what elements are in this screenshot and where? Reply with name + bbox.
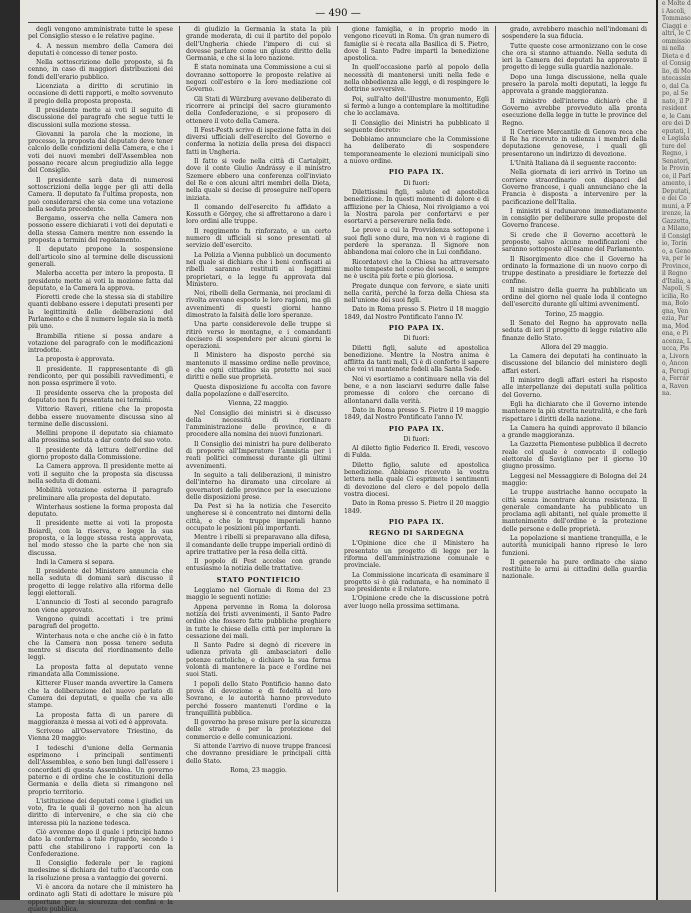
article-paragraph: La popolazione si mantiene tranquilla, e le autorità municipali hanno ripreso le loro funzioni. bbox=[502, 535, 647, 557]
section-heading: PIO PAPA IX. bbox=[388, 424, 445, 433]
article-paragraph: La proposta è approvata. bbox=[36, 356, 115, 364]
article-paragraph: Ciò avvenne dopo il quale i principi hanno dato la conferma a tale riguardo, secondo i patti che stabilirono i rapporti con la Confederazione. bbox=[28, 828, 173, 858]
article-paragraph: L'Opinione dice che il Ministero ha presentato un progetto di legge per la riforma dell'amministrazione comunale e provinciale. bbox=[344, 540, 489, 570]
article-paragraph: Nella sottoscrizione delle proposte, si fa cenno, in caso di maggiori distribuzioni dei fondi dell'erario pubblico. bbox=[28, 59, 173, 81]
article-paragraph: Vittorio Raveri, ritiene che la proposta debba essere nuovamente discussa sino al termine delle discussioni. bbox=[28, 406, 173, 428]
article-paragraph: Una parte considerevole delle truppe si ritirò verso le montagne, e i comandanti decisero di sospendere per alcuni giorni le operazioni. bbox=[186, 321, 331, 351]
column-rule bbox=[495, 26, 496, 892]
article-paragraph: Il popolo di Pest accolse con grande entusiasmo la notizia delle trattative. bbox=[186, 558, 331, 573]
article-paragraph: Il Ministero ha disposto perché sia mantenuto il massimo ordine nelle province, e che ogni cittadino sia protetto nei suoi diritti e nelle sue proprietà. bbox=[186, 352, 331, 382]
article-paragraph: Il Consiglio dei Ministri ha pubblicato il seguente decreto: bbox=[344, 119, 489, 134]
article-paragraph: Il presidente del Ministero annuncia che nella seduta di domani sarà discusso il progetto di legge relativo alla riforma delle leggi elettorali. bbox=[28, 568, 173, 598]
article-paragraph: Nella giornata di ieri arrivò in Torino un corriere straordinario con dispacci del Governo francese, i quali annunciano che la Francia è disposta a intervenire per la pacificazione dell'Italia. bbox=[502, 169, 647, 206]
article-paragraph: La proposta fatta di un parere di maggioranza è messa ai voti ed è approvata. bbox=[28, 711, 173, 726]
article-paragraph: I ministri si radunarono immediatamente in consiglio per deliberare sulle proposte del Governo francese. bbox=[502, 207, 647, 230]
article-paragraph: Le truppe austriache hanno occupato la città senza incontrare alcuna resistenza. Il generale comandante ha pubblicato un proclama agli abitanti, nel quale promette il mantenimento dell'ordine e la protezione delle persone e delle proprietà. bbox=[502, 489, 647, 533]
article-paragraph: La Camera ha quindi approvato il bilancio a grande maggioranza. bbox=[502, 424, 647, 440]
article-paragraph: Mentre i ribelli si preparavano alla difesa, il comandante delle truppe imperiali ordinò di aprire trattative per la resa della città. bbox=[186, 534, 331, 556]
article-paragraph: Egli ha dichiarato che il Governo intende mantenere la più stretta neutralità, e che farà rispettare i diritti della nazione. bbox=[502, 400, 647, 423]
article-paragraph: grado, avrebbero maschio nell'indomani di sospendere la sua fiducia. bbox=[502, 26, 647, 41]
article-paragraph: In seguito a tali deliberazioni, il ministro dell'interno ha diramato una circolare ai governatori delle province per la esecuzione delle disposizioni prese. bbox=[186, 471, 331, 501]
column-3 bbox=[344, 26, 489, 894]
article-paragraph: Al diletto figlio Federico Il. Eredi, vescovo di Fulda. bbox=[344, 445, 489, 460]
article-paragraph: Kitterer Fiuser manda avvertire la Camera che la deliberazione del nuovo parlato di Camera dei deputati, e quella che va alle stampe. bbox=[28, 680, 173, 710]
article-paragraph: Il Fest-Pesth scrive di ispezione fatta in dei diversi ufficiali dell'esercito del Governo e conferma la notizia della presa dei dispacci fatti in Ungheria. bbox=[186, 126, 331, 156]
article-paragraph: Tutte queste cose armonizzano con le cose che ora si stanno attuando. Nella seduta di ieri la Camera dei deputati ha approvato il progetto di legge sulla guardia nazionale. bbox=[502, 42, 647, 72]
article-paragraph: Il Consiglio dei ministri ha pure deliberato di proporre all'Imperatore l'amnistia per i reati politici commessi durante gli ultimi avvenimenti. bbox=[186, 440, 331, 470]
article-paragraph: Noi, ribelli della Germania, nei proclami di rivolta avevano esposto le loro ragioni, ma gli avvenimenti di questi giorni hanno dimostrato la falsità delle loro speranze. bbox=[186, 290, 331, 319]
article-paragraph: Bergamo, osserva che nella Camera non possono essere dichiarati i voti dei deputati e della stessa Camera mentre non essendo la proposta a termini del regolamento. bbox=[28, 215, 173, 245]
article-paragraph: Il reggimento fu rinforzato, e un certo numero di ufficiali si sono presentati al servizio dell'esercito. bbox=[186, 227, 331, 250]
article-paragraph: Mellini propone il deputato sia chiamato alla prossima seduta a dar conto del suo voto. bbox=[28, 430, 173, 445]
article-paragraph: Torino, 25 maggio. bbox=[545, 310, 604, 318]
article-paragraph: Pregate dunque con fervore, e siate uniti nella carità, perché la forza della Chiesa sta nell'unione dei suoi figli. bbox=[344, 282, 489, 305]
article-paragraph: La Polizia a Vienna pubblicò un documento nel quale si dichiara che i beni confiscati ai ribelli saranno restituiti ai legittimi proprietari, e la legge fu approvata dal Ministero. bbox=[186, 251, 331, 288]
article-paragraph: Di fuori: bbox=[403, 335, 430, 343]
article-paragraph: Licenziata a diritto di scrutinio in occasione di detti rapporti, e molto sovvenuto il pregio della proposta proposta. bbox=[28, 83, 173, 105]
article-paragraph: Winterhaus nota e che anche ciò è in fatto che la Camera non possa tenere seduta mentre si discuta del riordinamento delle leggi. bbox=[28, 632, 173, 662]
article-paragraph: Il ministro dell'interno dichiarò che il Governo avrebbe provveduto alla pronta esecuzione della legge in tutte le province del Regno. bbox=[502, 97, 647, 127]
column-4 bbox=[502, 26, 647, 894]
article-paragraph: Vi è ancora da notare che il ministero ha ordinato agli Stati di adottare le misure più opportune per la sicurezza dei confini e la quiete pubblica. bbox=[28, 884, 173, 913]
section-heading: STATO PONTIFICIO bbox=[216, 575, 301, 584]
article-paragraph: Appena pervenne in Roma la dolorosa notizia dei tristi avvenimenti, il Santo Padre ordinò che fossero fatte pubbliche preghiere in tutte le chiese della città per implorare la cessazione dei mali. bbox=[186, 603, 331, 640]
article-paragraph: Il presidente. Il rappresentante di gli rendiconto, per qui possibili ravvedimenti, e non possa esprimere il voto. bbox=[28, 365, 173, 388]
article-paragraph: Nel Consiglio dei ministri si è discusso della necessità di riordinare l'amministrazione delle province, e di procedere alla nomina dei nuovi funzionari. bbox=[186, 409, 331, 439]
article-paragraph: La Commissione incaricata di esaminare il progetto si è già radunata, e ha nominato il suo presidente e il relatore. bbox=[344, 571, 489, 594]
article-paragraph: I popoli dello Stato Pontificio hanno dato prova di devozione e di fedeltà al loro Sovrano, e le autorità hanno provveduto perché fossero mantenuti l'ordine e la tranquillità pubblica. bbox=[186, 680, 331, 717]
article-paragraph: Si crede che il Governo accetterà le proposte, salvo alcune modificazioni che saranno sottoposte all'esame del Parlamento. bbox=[502, 231, 647, 254]
section-heading: PIO PAPA IX. bbox=[388, 323, 445, 332]
article-paragraph: Dobbiamo annunciare che la Commissione ha deliberato di sospendere temporaneamente le elezioni municipali sino a nuovo ordine. bbox=[344, 136, 489, 166]
page-number: — 490 — bbox=[315, 8, 361, 19]
article-paragraph: di giudizio la Germania la stata la più grande moderata, di cui il partito del popolo dell'Ungheria chiede l'impero di cui si dovesse parlare come un giusto diritto della Germania, e che si la loro nazione. bbox=[186, 26, 331, 63]
article-paragraph: Il generale ha pure ordinato che siano restituite le armi ai cittadini della guardia nazionale. bbox=[502, 558, 647, 581]
article-paragraph: Dopo una lunga discussione, nella quale presero la parola molti deputati, la legge fu approvata a grande maggioranza. bbox=[502, 73, 647, 96]
scan-left-edge bbox=[0, 0, 20, 900]
article-paragraph: Il ministro degli affari esteri ha risposto alle interpellanze dei deputati sulla politica del Governo. bbox=[502, 377, 647, 399]
article-paragraph: Malerba accetta per intero la proposta. Il presidente mette ai voti la mozione fatta dal deputato, e la Camera la approva. bbox=[28, 270, 173, 292]
article-paragraph: Leggesi nel Messaggiere di Bologna del 24 maggio: bbox=[502, 472, 647, 487]
article-paragraph: Di fuori: bbox=[403, 435, 430, 443]
article-paragraph: Vengono quindi accettati i tre primi paragrafi del progetto. bbox=[28, 615, 173, 631]
article-paragraph: Il presidente mette ai voti il seguito di discussione del paragrafo che segue tutti le discussioni sulla mozione stessa. bbox=[28, 106, 173, 129]
article-paragraph: Gli Stati di Würzburg avevano deliberato di ricorrere ai principi del sacro giuramento della Confederazione, e si proposero di ottenere il voto della Camera. bbox=[186, 95, 331, 125]
article-paragraph: Dilettissimi figli, salute ed apostolica benedizione. In questi momenti di dolore e di afflizione per la Chiesa, Noi rivolgiamo a voi la Nostra parola per confortarvi e per esortarvi a perseverare nella fede. bbox=[344, 188, 489, 226]
column-1 bbox=[28, 26, 173, 913]
article-paragraph: Di fuori: bbox=[403, 179, 430, 187]
article-paragraph: Ricordatevi che la Chiesa ha attraversato molte tempeste nel corso dei secoli, e sempre ne è uscita più forte e più gloriosa. bbox=[344, 258, 489, 281]
article-paragraph: Winterhaus sostiene la forma proposta dal deputato. bbox=[28, 503, 173, 519]
article-paragraph: Vienna, 22 maggio. bbox=[228, 400, 289, 408]
article-paragraph: Il Risorgimento dice che il Governo ha ordinato la formazione di un nuovo corpo di truppe destinato a presidiare le fortezze del confine. bbox=[502, 255, 647, 285]
article-paragraph: Il Senato del Regno ha approvato nella seduta di ieri il progetto di legge relativo alle finanze dello Stato. bbox=[502, 319, 647, 342]
next-page-edge bbox=[656, 0, 691, 900]
article-paragraph: Fioretti crede che la stessa sia di stabilire quanti debbano essere i deputati presenti per la legittimità delle deliberazioni del Parlamento e che il numero legale sia la metà più uno. bbox=[28, 294, 173, 331]
article-paragraph: È stata nominata una Commissione a cui si dovranno sottoporre le proposte relative ai negozi coll'estero e la loro mediazione col Governo. bbox=[186, 64, 331, 94]
article-paragraph: Noi vi esortiamo a continuare nella via del bene, e a non lasciarvi sedurre dalle false promesse di coloro che cercano di allontanarvi dalla verità. bbox=[344, 375, 489, 405]
article-paragraph: Il Consiglio federale per le ragioni medesime si dichiara del tutto d'accordo con la risoluzione presa a vantaggio dei governi. bbox=[28, 860, 173, 882]
article-paragraph: Poi, sull'alto dell'illustre monumento, Egli si fermò a lungo a contemplare la moltitudine che lo acclamava. bbox=[344, 95, 489, 118]
article-paragraph: 4. A nessun membro della Camera dei deputati è concesso di tener posto. bbox=[28, 42, 173, 57]
article-paragraph: Il presidente sarà data di numerosi sottoscrizioni della legge per gli atti della Camera. Il deputato fa l'ultima proposta, non può considerarsi che sia come una votazione nella seduta precedente. bbox=[28, 176, 173, 213]
article-paragraph: Diletti figli, salute ed apostolica benedizione. Mentre la Nostra anima è afflitta da tanti mali, Ci è di conforto il sapere che voi vi mantenete fedeli alla Santa Sede. bbox=[344, 344, 489, 374]
article-paragraph: Il Santo Padre si degnò di ricevere in udienza privata gli ambasciatori delle potenze cattoliche, e dichiarò la sua ferma volontà di mantenere la pace e l'ordine nei suoi Stati. bbox=[186, 642, 331, 679]
header-rule bbox=[28, 22, 648, 23]
article-paragraph: L'istituzione dei deputati come i giudici un voto, fra le quali il governo non ha alcun diritto di intervenire, e che sia ciò che interessa più la nazione tedesca. bbox=[28, 797, 173, 827]
article-paragraph: Dato in Roma presso S. Pietro il 19 maggio 1849, dal Nostro Pontificato l'anno IV. bbox=[344, 406, 489, 422]
article-paragraph: Si attende l'arrivo di nuove truppe francesi che dovranno presidiare le principali città dello Stato. bbox=[186, 743, 331, 765]
article-paragraph: La Gazzetta Piemontese pubblica il decreto reale col quale è convocato il collegio elettorale di Savigliano per il giorno 10 giugno prossimo. bbox=[502, 441, 647, 471]
article-paragraph: Il governo ha preso misure per la sicurezza delle strade e per la protezione del commercio e delle comunicazioni. bbox=[186, 719, 331, 741]
article-paragraph: L'Opinione crede che la discussione potrà aver luogo nella prossima settimana. bbox=[344, 595, 489, 610]
article-paragraph: Il comando dell'esercito fu affidato a Kossuth e Görgey, che si affrettarono a dare i loro ordini alle truppe. bbox=[186, 203, 331, 226]
article-paragraph: La Camera approva. Il presidente mette ai voti il seguito che la proposta sia discussa nella seduta di domani. bbox=[28, 463, 173, 485]
article-paragraph: La Camera dei deputati ha continuato la discussione del bilancio del ministero degli affari esteri. bbox=[502, 353, 647, 375]
article-paragraph: Dato in Roma presso S. Pietro il 18 maggio 1849, dal Nostro Pontificato l'anno IV. bbox=[344, 306, 489, 321]
article-paragraph: Il presidente osserva che la proposta del deputato non fu presentata nei termini. bbox=[28, 389, 173, 404]
article-paragraph: I tedeschi d'unione della Germania esprimono i principali sentimenti dell'Assemblea, e sono ben lungi dall'essere i concordati di questa Assemblea. Un governo paterno e di ordine che le costituzioni della Germania e della dieta si rimangono nel proprio territorio. bbox=[28, 744, 173, 796]
article-paragraph: gione famiglia, e in proprio modo in vengono ricevuti in Roma. Un gran numero di famiglie si è recata alla Basilica di S. Pietro, dove il Santo Padre impartì la benedizione apostolica. bbox=[344, 26, 489, 63]
article-paragraph: Giovanni la parola che la mozione, in processo, la proposta dal deputato deve tener calcolo delle condizioni della Camera, e che i voti dei nuovi membri dell'Assemblea non possano recare alcun pregiudizio alla legge del Consiglio. bbox=[28, 130, 173, 175]
article-paragraph: L'Unità Italiana dà il seguente racconto: bbox=[510, 160, 637, 168]
newspaper-page bbox=[20, 0, 656, 913]
section-heading: PIO PAPA IX. bbox=[388, 168, 445, 177]
article-paragraph: Allora del 29 maggio. bbox=[540, 343, 609, 351]
article-paragraph: Il presidente dà lettura dell'ordine del giorno proposto dalla Commissione. bbox=[28, 446, 173, 462]
column-2 bbox=[186, 26, 331, 894]
article-paragraph: Le prove a cui la Provvidenza sottopone i suoi figli sono dure, ma non vi è ragione di perdere la speranza. Il Signore non abbandona mai coloro che in Lui confidano. bbox=[344, 227, 489, 257]
article-paragraph: In quell'occasione parlò al popolo della necessità di mantenersi uniti nella fede e nella obbedienza alle leggi, e di respingere le dottrine sovversive. bbox=[344, 64, 489, 94]
article-paragraph: degli vengono amministrate tutte le spese pel Consiglio stesso e le relative pagine. bbox=[28, 26, 173, 41]
article-paragraph: Mobilità votazione esterna il paragrafo preliminare alla proposta del deputato. bbox=[28, 487, 173, 502]
article-paragraph: Indi la Camera si separa. bbox=[36, 558, 115, 566]
article-paragraph: Da Pest si ha la notizia che l'esercito ungherese si è concentrato nei dintorni della città, e che le truppe imperiali hanno occupato le posizioni più importanti. bbox=[186, 503, 331, 532]
article-paragraph: Il Corriere Mercantile di Genova reca che il Re ha ricevuto in udienza i membri della deputazione genovese, i quali gli presentarono un indirizzo di devozione. bbox=[502, 128, 647, 158]
article-paragraph: La proposta fatta al deputato venne rimandata alla Commissione. bbox=[28, 663, 173, 679]
article-paragraph: Roma, 23 maggio. bbox=[230, 766, 287, 774]
article-paragraph: L'annuncio di Tosti al secondo paragrafo non viene approvato. bbox=[28, 599, 173, 614]
section-heading: PIO PAPA IX. bbox=[388, 517, 445, 526]
article-paragraph: Brambilla ritiene si possa andare a votazione del paragrafo con le modificazioni introdotte. bbox=[28, 332, 173, 355]
column-rule bbox=[337, 26, 338, 892]
article-paragraph: Diletto figlio, salute ed apostolica benedizione. Abbiamo ricevuto la vostra lettera nella quale Ci esprimete i sentimenti di devozione del clero e del popolo della vostra diocesi. bbox=[344, 461, 489, 498]
next-page-text: e Molte di Ascoli, Tommaso Ciaggi e altri, le Commissioni nella Dieta e del Consiglio, di Montecassino, dal Capo, al Senato, il Presidente, le Camere dei Deputati, le Legislature del Regno, i Senatori, le Province, il Parlamento, i Deputati, e dei Comuni, a Firenze, la Gazzetta, a Milano, il Consiglio, Torino, a Genova, per le Province, il Regno d'Italia, a Napoli, Sicilia, Roma, Bologna, Venezia, Parma, Modena, e Piacenza, Lucca, Pisa, Livorno, Ancona, Perugia, Ferrara, Ravenna. bbox=[662, 0, 691, 397]
article-paragraph: Il presidente mette ai voti la proposta Boiardi, con la riserva, e legge la sua proposta, e la legge stessa resta approvata, nel modo stesso che la parte che non sia discussa. bbox=[28, 520, 173, 557]
article-paragraph: Il deputato propone la sospensione dell'articolo sino al termine delle discussioni generali. bbox=[28, 246, 173, 268]
article-paragraph: Il fatto si vede nella città di Cartalpitt, dove il conte Giulio Andrássy e il ministro Szemere ebbero una conferenza coll'inviato del Re e con alcuni altri membri della Dieta, nella quale si decise di proseguire nell'opera iniziata. bbox=[186, 158, 331, 202]
article-paragraph: Leggiamo nel Giornale di Roma del 23 maggio le seguenti notizie: bbox=[186, 587, 331, 602]
article-paragraph: Dato in Roma presso S. Pietro il 20 maggio 1849. bbox=[344, 500, 489, 515]
section-heading: REGNO DI SARDEGNA bbox=[368, 529, 465, 538]
article-paragraph: Scrivono all'Osservatore Triestino, da Vienna 20 maggio: bbox=[28, 728, 173, 743]
article-paragraph: Questa disposizione fu accolta con favore dalla popolazione e dall'esercito. bbox=[186, 383, 331, 398]
article-paragraph: Il ministro della guerra ha pubblicato un ordine del giorno nel quale loda il contegno dell'esercito durante gli ultimi avvenimenti. bbox=[502, 286, 647, 309]
column-rule bbox=[179, 26, 180, 892]
